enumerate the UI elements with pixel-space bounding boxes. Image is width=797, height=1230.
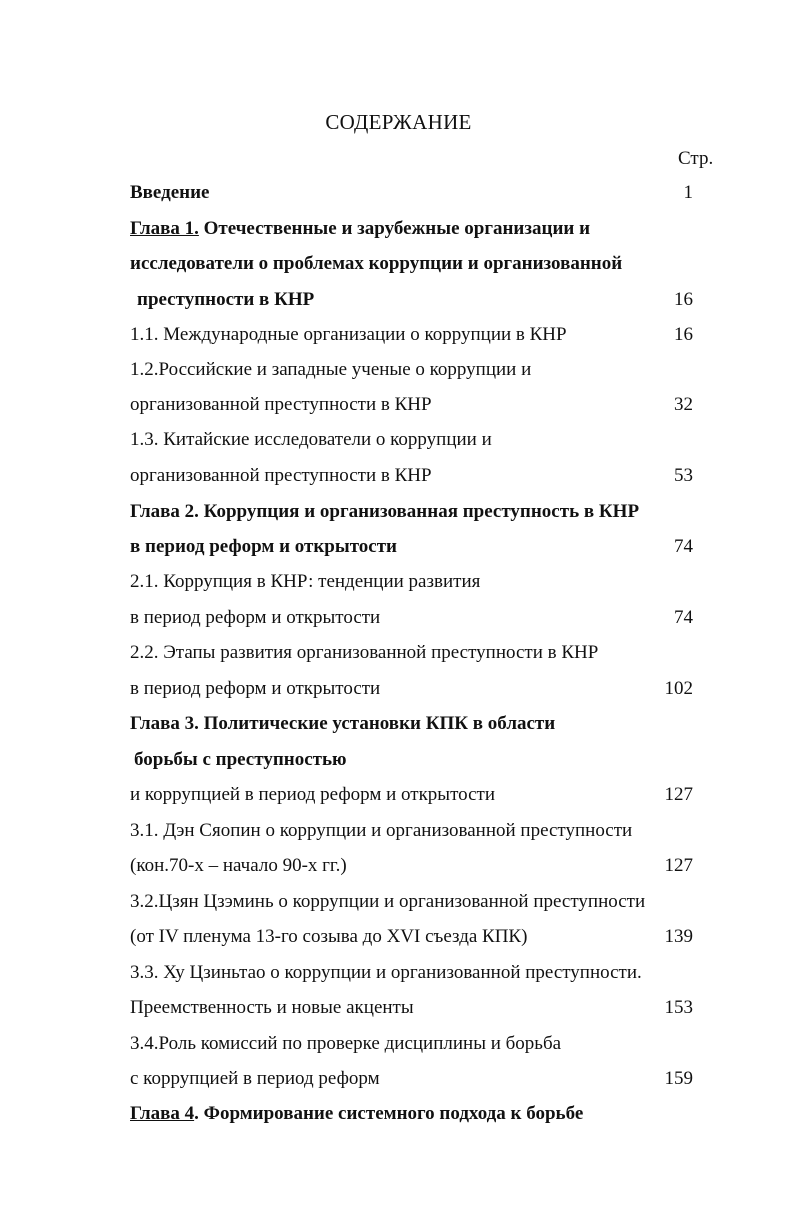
- toc-entry: [0, 816, 797, 846]
- toc-entry-text: Глава 2. Коррупция и организованная преступность в КНР: [130, 501, 640, 522]
- toc-entry-text: 2.1. Коррупция в КНР: тенденции развития: [130, 571, 481, 592]
- toc-entry-text: 2.2. Этапы развития организованной преступности в КНР: [130, 642, 599, 663]
- toc-entry-text: преступности в КНР: [137, 289, 315, 310]
- toc-entry: [0, 178, 797, 208]
- toc-entry-page: 139: [664, 926, 693, 947]
- toc-entry: [0, 709, 797, 739]
- toc-entry: [0, 851, 797, 881]
- toc-entry-page: 32: [674, 394, 693, 415]
- toc-entry-text: организованной преступности в КНР: [130, 465, 432, 486]
- toc-entry-page: 74: [674, 536, 693, 557]
- toc-entry: [0, 922, 797, 952]
- toc-entry-page: 53: [674, 465, 693, 486]
- toc-entry-text: Введение: [130, 182, 210, 203]
- toc-entry: [0, 1064, 797, 1094]
- toc-entry: [0, 745, 797, 775]
- toc-entry-text: Преемственность и новые акценты: [130, 997, 414, 1018]
- page-column-label: Стр.: [678, 148, 714, 169]
- toc-entry: [0, 249, 797, 279]
- chapter-label: Глава 1.: [130, 218, 199, 239]
- page-title: СОДЕРЖАНИЕ: [325, 110, 472, 134]
- toc-entry-page: 16: [674, 324, 693, 345]
- toc-entry: [0, 320, 797, 350]
- toc-entry-text: в период реформ и открытости: [130, 607, 381, 628]
- toc-entry-page: 159: [664, 1068, 693, 1089]
- toc-entry-page: 127: [664, 855, 693, 876]
- toc-entry: [0, 497, 797, 527]
- toc-entry: [0, 1029, 797, 1059]
- toc-entry: [0, 780, 797, 810]
- toc-entry-page: 1: [683, 182, 693, 203]
- toc-entry: [0, 390, 797, 420]
- toc-entry-text: Глава 4. Формирование системного подхода к борьбе: [130, 1103, 584, 1124]
- toc-entry-text: 3.2.Цзян Цзэминь о коррупции и организованной преступности: [130, 891, 646, 912]
- toc-entry-text: 3.1. Дэн Сяопин о коррупции и организованной преступности: [130, 820, 633, 841]
- toc-entry: [0, 567, 797, 597]
- toc-entry-text: (от IV пленума 13-го созыва до XVI съезда КПК): [130, 926, 528, 947]
- toc-entry-text: с коррупцией в период реформ: [130, 1068, 380, 1089]
- toc-entry-text: Глава 3. Политические установки КПК в области: [130, 713, 556, 734]
- toc-entry-text: борьбы с преступностью: [134, 749, 347, 770]
- toc-entry-text: и коррупцией в период реформ и открытости: [130, 784, 496, 805]
- toc-entry-text: (кон.70-х – начало 90-х гг.): [130, 855, 347, 876]
- toc-entry-page: 16: [674, 289, 693, 310]
- toc-entry-page: 74: [674, 607, 693, 628]
- toc-entry: [0, 674, 797, 704]
- toc-entry-page: 102: [664, 678, 693, 699]
- toc-entry-text: 1.1. Международные организации о коррупции в КНР: [130, 324, 567, 345]
- toc-entry-text: Глава 1. Отечественные и зарубежные организации и: [130, 218, 591, 239]
- toc-entry-text: 3.4.Роль комиссий по проверке дисциплины и борьба: [130, 1033, 562, 1054]
- chapter-label: Глава 4: [130, 1103, 195, 1124]
- toc-entry: [0, 355, 797, 385]
- toc-entry: [0, 603, 797, 633]
- toc-entry: [0, 993, 797, 1023]
- toc-entry-text: 1.2.Российские и западные ученые о коррупции и: [130, 359, 532, 380]
- toc-entry: [0, 958, 797, 988]
- toc-entry-text: 1.3. Китайские исследователи о коррупции и: [130, 429, 492, 450]
- toc-entry-text: исследователи о проблемах коррупции и организованной: [130, 253, 623, 274]
- toc-entry: [0, 214, 797, 244]
- toc-entry-page: 153: [664, 997, 693, 1018]
- toc-entry: [0, 638, 797, 668]
- toc-entry: [0, 285, 797, 315]
- toc-entry-text: в период реформ и открытости: [130, 536, 397, 557]
- toc-entry-text: организованной преступности в КНР: [130, 394, 432, 415]
- toc-entry: [0, 461, 797, 491]
- toc-entry-page: 127: [664, 784, 693, 805]
- toc-entry: [0, 887, 797, 917]
- toc-entry: [0, 1099, 797, 1129]
- toc-entry: [0, 532, 797, 562]
- toc-entry-text: в период реформ и открытости: [130, 678, 381, 699]
- toc-entry: [0, 425, 797, 455]
- toc-entry-text: 3.3. Ху Цзиньтао о коррупции и организованной преступности.: [130, 962, 642, 983]
